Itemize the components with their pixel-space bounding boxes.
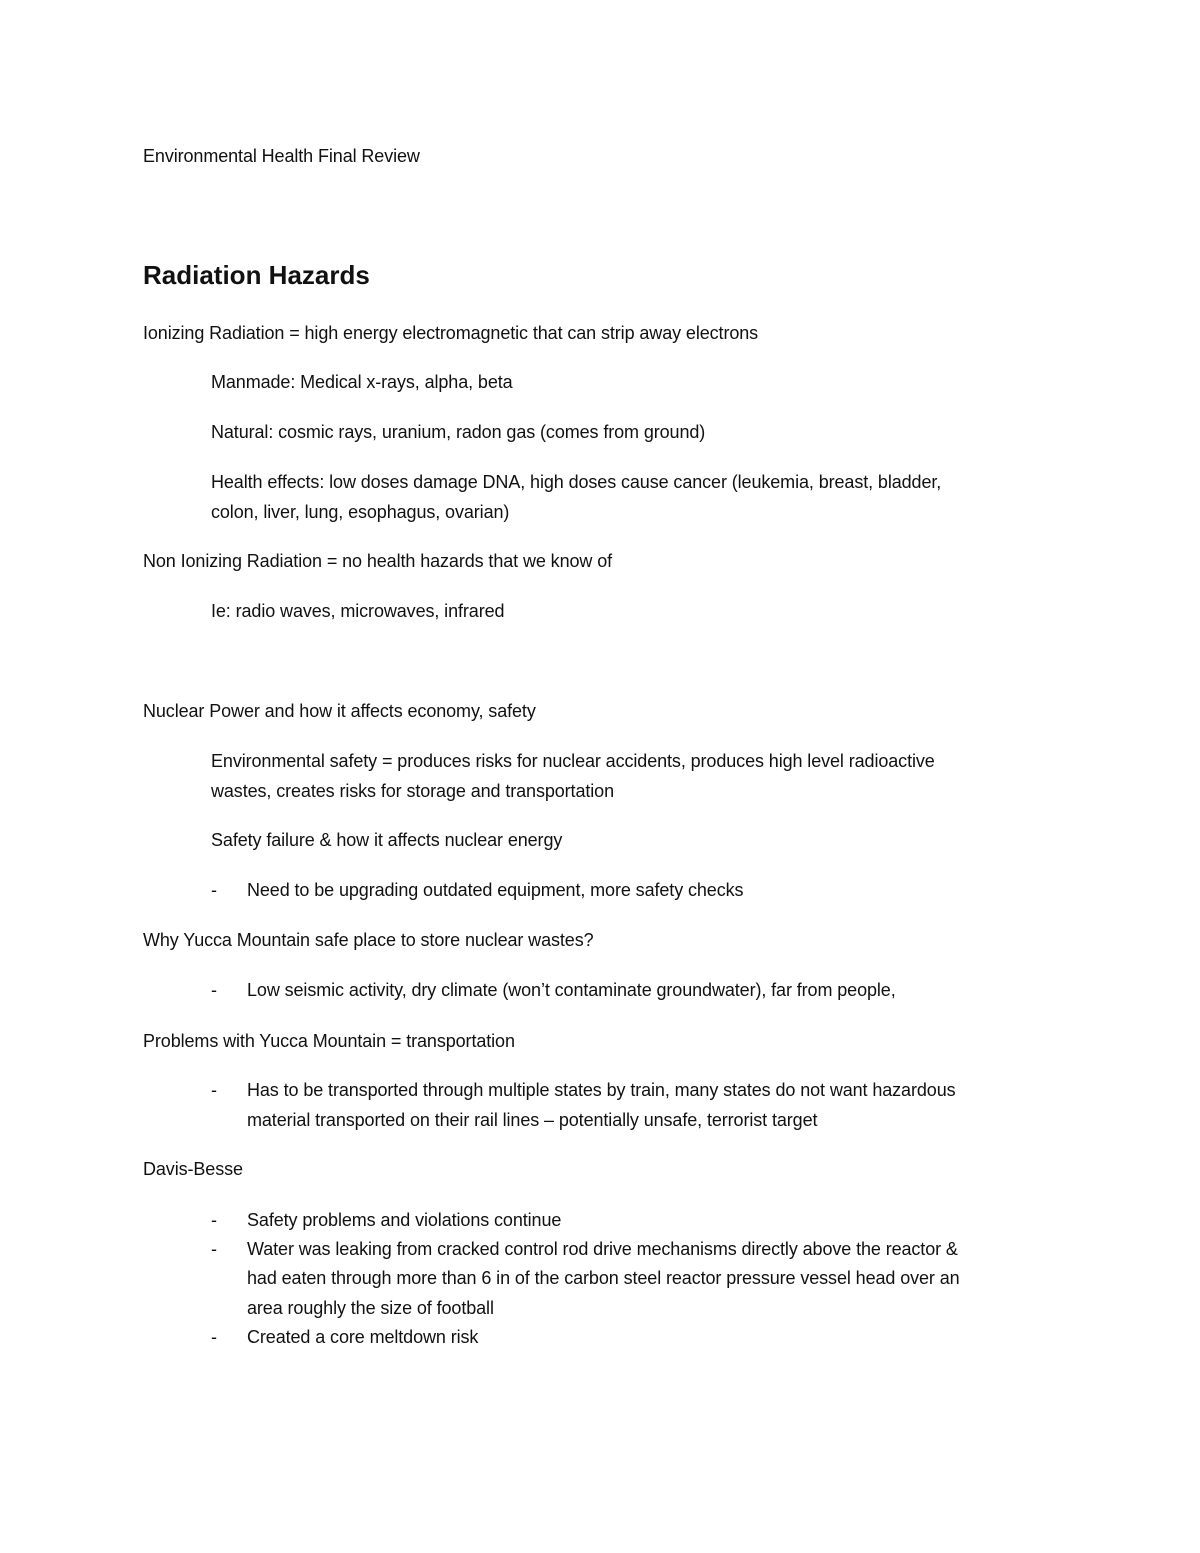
text-line: Natural: cosmic rays, uranium, radon gas (comes from ground): [211, 422, 706, 442]
text-line: Safety failure & how it affects nuclear energy: [211, 830, 563, 850]
bullet-dash: -: [211, 1327, 217, 1347]
bullet-item-continued: material transported on their rail lines – potentially unsafe, terrorist target: [247, 1110, 818, 1130]
text-line: Nuclear Power and how it affects economy, safety: [143, 701, 536, 721]
bullet-dash: -: [211, 980, 217, 1000]
document-title: Environmental Health Final Review: [143, 146, 420, 166]
text-line: Ionizing Radiation = high energy electromagnetic that can strip away electrons: [143, 323, 759, 343]
text-line: Environmental safety = produces risks for nuclear accidents, produces high level radioactive: [211, 751, 935, 771]
bullet-dash: -: [211, 1210, 217, 1230]
text-line: Health effects: low doses damage DNA, high doses cause cancer (leukemia, breast, bladder,: [211, 472, 942, 492]
bullet-dash: -: [211, 1239, 217, 1259]
text-line: colon, liver, lung, esophagus, ovarian): [211, 502, 510, 522]
bullet-item: Has to be transported through multiple states by train, many states do not want hazardous: [247, 1080, 956, 1100]
text-line: Manmade: Medical x-rays, alpha, beta: [211, 372, 513, 392]
text-line: Non Ionizing Radiation = no health hazards that we know of: [143, 551, 613, 571]
section-heading: Radiation Hazards: [143, 260, 370, 290]
bullet-item-continued: had eaten through more than 6 in of the carbon steel reactor pressure vessel head over an: [247, 1268, 960, 1288]
bullet-item-continued: area roughly the size of football: [247, 1298, 494, 1318]
text-line: Problems with Yucca Mountain = transportation: [143, 1031, 515, 1051]
bullet-item: Water was leaking from cracked control rod drive mechanisms directly above the reactor &: [247, 1239, 958, 1259]
text-line: Why Yucca Mountain safe place to store nuclear wastes?: [143, 930, 594, 950]
bullet-item: Need to be upgrading outdated equipment, more safety checks: [247, 880, 744, 900]
bullet-item: Safety problems and violations continue: [247, 1210, 562, 1230]
bullet-item: Low seismic activity, dry climate (won’t contaminate groundwater), far from people,: [247, 980, 896, 1000]
text-line: wastes, creates risks for storage and transportation: [211, 781, 614, 801]
bullet-dash: -: [211, 880, 217, 900]
bullet-item: Created a core meltdown risk: [247, 1327, 479, 1347]
text-line: Davis-Besse: [143, 1159, 243, 1179]
bullet-dash: -: [211, 1080, 217, 1100]
text-line: Ie: radio waves, microwaves, infrared: [211, 601, 505, 621]
